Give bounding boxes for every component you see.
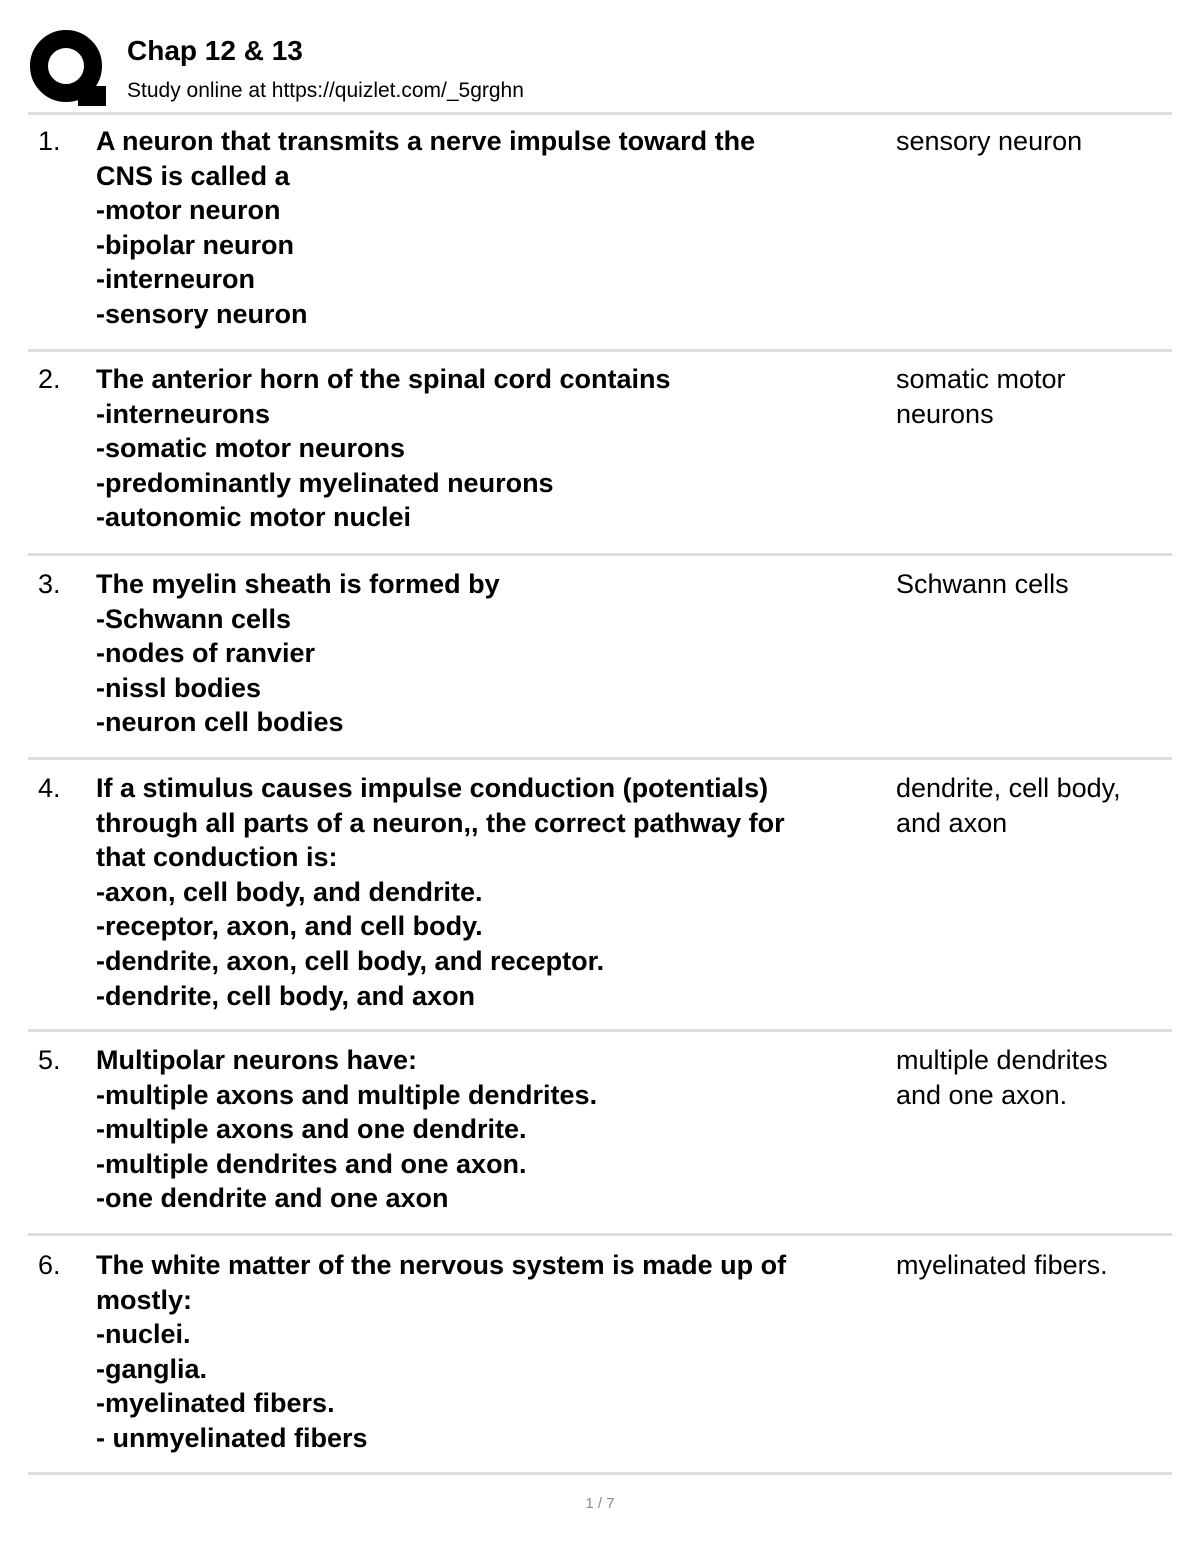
card-number: 4. [38,773,61,803]
term-line: -nissl bodies [96,672,262,703]
definition-line: and axon [896,807,1008,838]
card-term [96,1248,896,1456]
definition-line: myelinated fibers. [896,1250,1108,1280]
term-line: -bipolar neuron [96,229,294,260]
term-line: -receptor, axon, and cell body. [96,911,483,942]
divider [28,1472,1172,1475]
card-number: 2. [38,364,61,394]
term-line: -neuron cell bodies [96,707,344,738]
card-definition [896,567,1172,602]
term-line: -myelinated fibers. [96,1388,335,1419]
term-line: -dendrite, axon, cell body, and receptor. [96,945,605,976]
definition-line: multiple dendrites [896,1045,1108,1075]
term-line: -interneuron [96,264,255,295]
term-line: -multiple axons and one dendrite. [96,1114,527,1145]
card-definition [896,362,1172,431]
document-header [28,28,1172,112]
card-number: 5. [38,1045,61,1075]
term-line: Multipolar neurons have: [96,1045,418,1075]
divider [28,112,1172,115]
divider [28,1029,1172,1032]
term-line: The myelin sheath is formed by [96,569,500,599]
term-line: The white matter of the nervous system is made up of [96,1250,787,1280]
term-line: -ganglia. [96,1353,208,1384]
card-number: 1. [38,126,61,156]
quizlet-logo-icon [28,28,108,108]
term-line: - unmyelinated fibers [96,1422,368,1453]
definition-line: and one axon. [896,1079,1068,1110]
page-indicator: 1 / 7 [585,1495,615,1512]
term-line: The anterior horn of the spinal cord contains [96,364,671,394]
card-term [96,124,896,332]
definition-line: Schwann cells [896,569,1069,599]
term-line: -autonomic motor nuclei [96,502,412,533]
definition-line: sensory neuron [896,126,1083,156]
term-line: through all parts of a neuron,, the correct pathway for [96,807,785,838]
card-term [96,362,896,535]
card-term [96,1043,896,1216]
term-line: -somatic motor neurons [96,433,406,464]
term-line: -interneurons [96,398,271,429]
term-line: -multiple dendrites and one axon. [96,1148,527,1179]
term-line: mostly: [96,1284,193,1315]
term-line: If a stimulus causes impulse conduction (potentials) [96,773,769,803]
term-line: A neuron that transmits a nerve impulse toward the [96,126,756,156]
card-definition [896,771,1172,840]
term-line: -sensory neuron [96,298,308,329]
term-line: CNS is called a [96,160,290,191]
term-line: -dendrite, cell body, and axon [96,980,476,1011]
card-number: 3. [38,569,61,599]
divider [28,757,1172,760]
term-line: -predominantly myelinated neurons [96,467,554,498]
term-line: -axon, cell body, and dendrite. [96,876,483,907]
card-term [96,771,896,1013]
study-online-link[interactable]: Study online at https://quizlet.com/_5grghn [127,79,524,102]
document-title: Chap 12 & 13 [127,35,303,66]
definition-line: somatic motor [896,364,1066,394]
term-line: -Schwann cells [96,603,292,634]
term-line: -nuclei. [96,1319,191,1350]
card-number: 6. [38,1250,61,1280]
definition-line: dendrite, cell body, [896,773,1121,803]
term-line: -motor neuron [96,195,281,226]
term-line: -nodes of ranvier [96,638,316,669]
card-term [96,567,896,740]
definition-line: neurons [896,398,994,429]
term-line: -one dendrite and one axon [96,1183,449,1214]
divider [28,349,1172,352]
card-definition [896,124,1172,159]
card-definition [896,1043,1172,1112]
divider [28,1233,1172,1236]
divider [28,553,1172,556]
card-definition [896,1248,1172,1283]
term-line: that conduction is: [96,842,338,873]
term-line: -multiple axons and multiple dendrites. [96,1079,598,1110]
